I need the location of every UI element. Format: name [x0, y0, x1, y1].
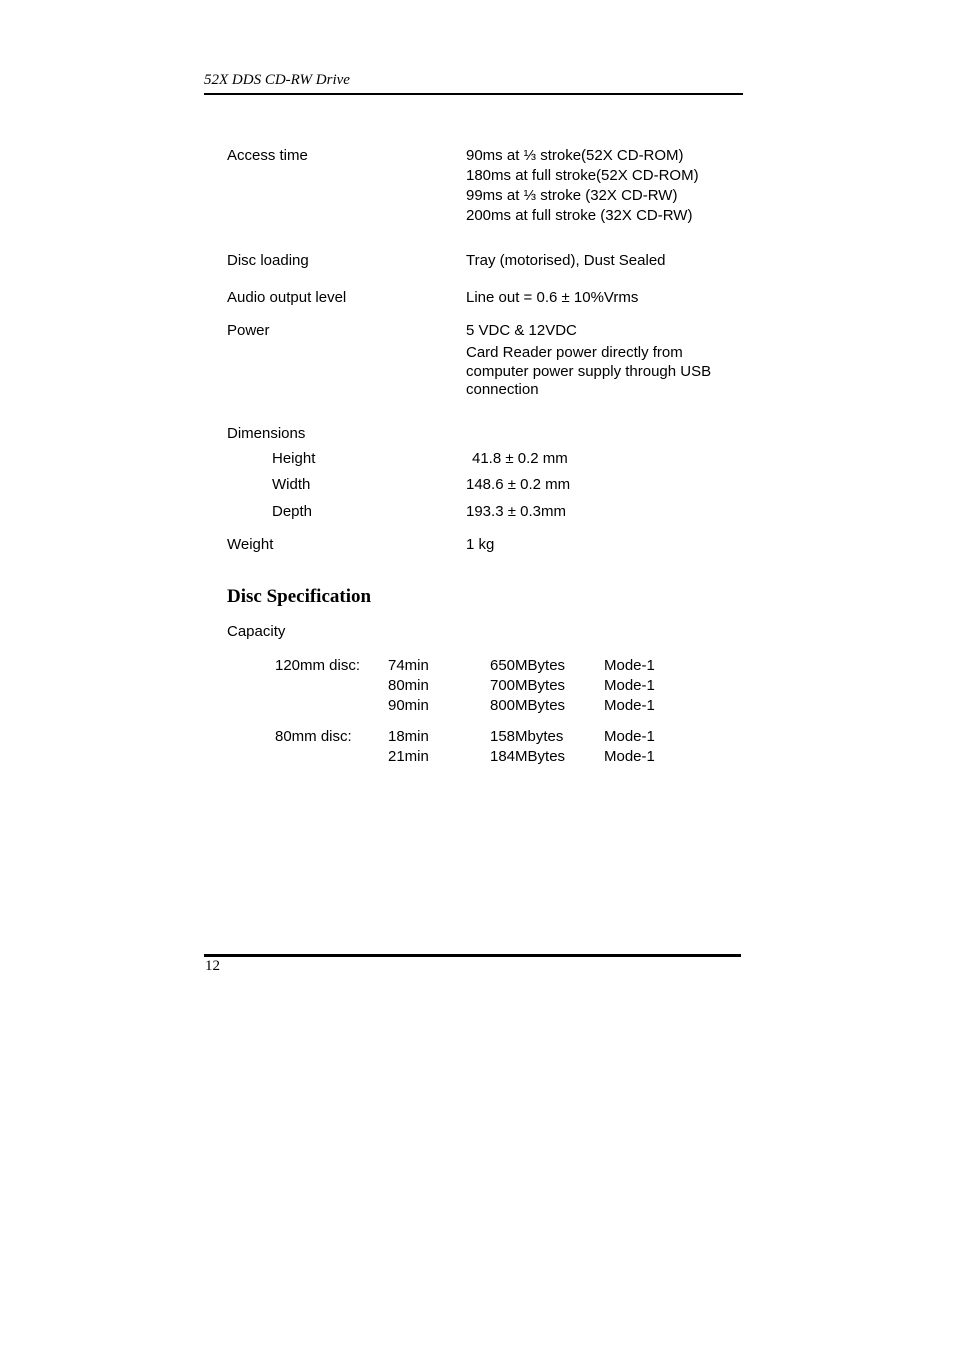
power-value-line: computer power supply through USB	[466, 362, 712, 380]
height-label: Height	[272, 450, 316, 467]
disc-loading-label: Disc loading	[227, 252, 309, 269]
capacity-mode: Mode-1	[604, 728, 655, 745]
width-value: 148.6 ± 0.2 mm	[466, 476, 571, 493]
header-rule	[204, 93, 743, 95]
power-value-voltage: 5 VDC & 12VDC	[466, 322, 577, 339]
capacity-mode: Mode-1	[604, 657, 655, 674]
power-value-line: connection	[466, 381, 539, 398]
width-label: Width	[272, 476, 311, 493]
power-label: Power	[227, 322, 270, 339]
section-title: Disc Specification	[227, 586, 372, 607]
capacity-size: 158Mbytes	[490, 728, 564, 745]
disc-loading-value: Tray (motorised), Dust Sealed	[466, 252, 666, 269]
power-value-card-reader	[466, 344, 711, 400]
capacity-size: 700MBytes	[490, 677, 566, 694]
access-time-value: 90ms at ⅓ stroke(52X CD-ROM)	[466, 147, 684, 164]
weight-value: 1 kg	[466, 536, 495, 553]
access-time-value: 99ms at ⅓ stroke (32X CD-RW)	[466, 187, 678, 204]
page-number: 12	[205, 958, 220, 974]
capacity-time: 80min	[388, 677, 429, 694]
capacity-mode: Mode-1	[604, 677, 655, 694]
capacity-mode: Mode-1	[604, 697, 655, 714]
depth-label: Depth	[272, 503, 313, 520]
access-time-values	[466, 146, 699, 226]
disc-type-120mm: 120mm disc:	[275, 657, 361, 674]
depth-value: 193.3 ± 0.3mm	[466, 503, 566, 520]
disc-type-80mm: 80mm disc:	[275, 728, 352, 745]
dimensions-label: Dimensions	[227, 425, 306, 442]
capacity-time: 18min	[388, 728, 429, 745]
audio-output-label: Audio output level	[227, 289, 347, 306]
capacity-time: 21min	[388, 748, 429, 765]
power-value-line: Card Reader power directly from	[466, 344, 683, 361]
capacity-size: 650MBytes	[490, 657, 566, 674]
access-time-label: Access time	[227, 147, 308, 164]
capacity-mode: Mode-1	[604, 748, 655, 765]
access-time-value: 180ms at full stroke(52X CD-ROM)	[466, 167, 699, 184]
weight-label: Weight	[227, 536, 274, 553]
capacity-time: 90min	[388, 697, 429, 714]
height-value: 41.8 ± 0.2 mm	[472, 450, 568, 467]
access-time-value: 200ms at full stroke (32X CD-RW)	[466, 207, 693, 224]
capacity-time: 74min	[388, 657, 429, 674]
capacity-label: Capacity	[227, 623, 286, 640]
capacity-size: 800MBytes	[490, 697, 566, 714]
capacity-size: 184MBytes	[490, 748, 566, 765]
footer-rule	[204, 954, 741, 957]
audio-output-value: Line out = 0.6 ± 10%Vrms	[466, 289, 639, 306]
header-title: 52X DDS CD-RW Drive	[204, 72, 350, 88]
